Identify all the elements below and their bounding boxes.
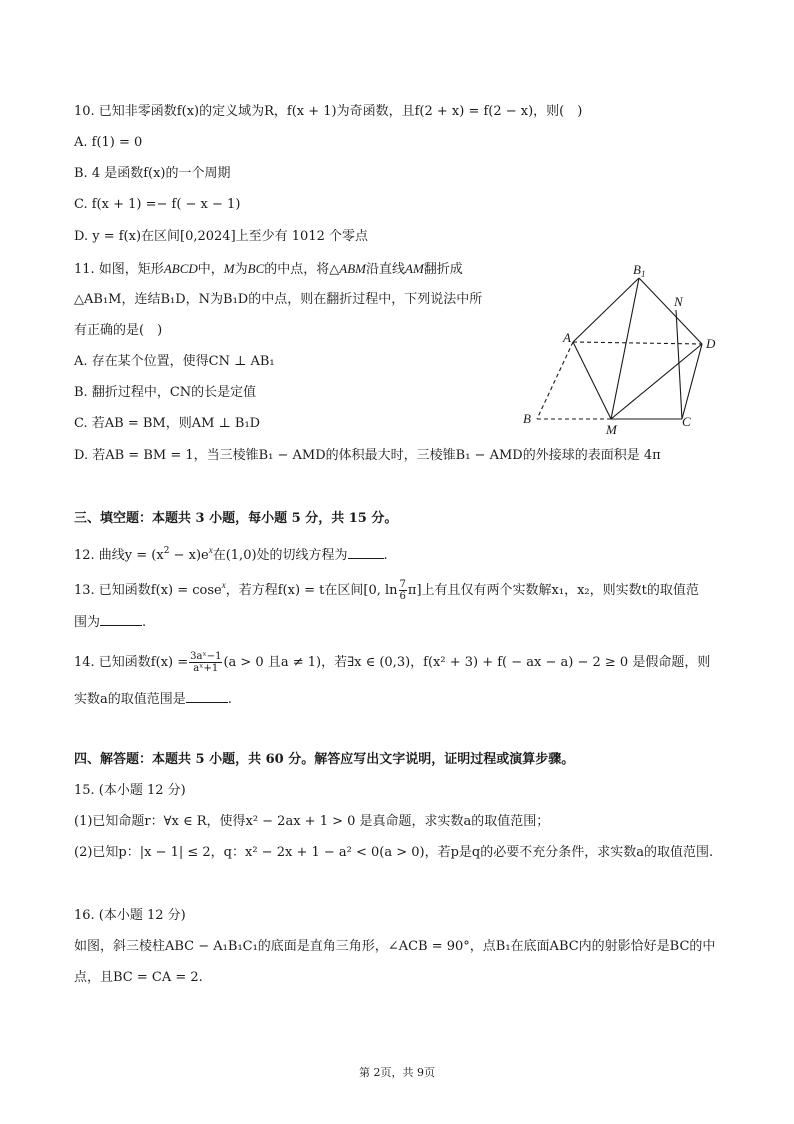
q11-stem-line3: 有正确的是( ) <box>74 323 163 338</box>
q15-part1: (1)已知命题r：∀x ∈ R，使得x² − 2ax + 1 > 0 是真命题，求实数a的取值范围； <box>74 814 550 829</box>
label-n: N <box>674 294 683 309</box>
q10-option-a: A. f(1) = 0 <box>74 135 143 150</box>
edge-m-d <box>611 344 702 419</box>
q10-stem: 10. 已知非零函数f(x)的定义域为R，f(x + 1)为奇函数，且f(2 + x) = f(2 − x)，则( ) <box>74 104 583 119</box>
q10-option-d: D. y = f(x)在区间[0,2024]上至少有 1012 个零点 <box>74 229 368 244</box>
q13-line1: 13. 已知函数f(x) = cose$^x$，若方程f(x) = t在区间[0, ln $\frac{7}{6}$ π]上有且仅有两个实数解x₁，x₂，则实数t的取值范 <box>74 579 699 602</box>
edge-c-d <box>682 344 702 419</box>
q14-line2: 实数a的取值范围是 . <box>74 689 232 709</box>
q11-option-d: D. 若AB = BM = 1，当三棱锥B₁ − AMD的体积最大时，三棱锥B₁ − AMD的外接球的表面积是 4π <box>74 448 661 463</box>
edge-a-m <box>573 342 611 419</box>
section-fill-in-heading: 三、填空题：本题共 3 小题，每小题 5 分，共 15 分。 <box>74 511 398 526</box>
edge-b1-m <box>611 278 639 419</box>
q13-answer-blank[interactable] <box>100 612 142 626</box>
page-footer: 第 2页，共 9页 <box>359 1066 435 1079</box>
q14-answer-blank[interactable] <box>186 689 228 703</box>
edge-a-d-dashed <box>573 342 702 344</box>
edge-b1-a <box>573 278 639 342</box>
q11-option-b: B. 翻折过程中，CN的长是定值 <box>74 385 257 400</box>
edge-a-b-dashed <box>537 342 573 419</box>
label-a: A <box>563 330 571 345</box>
q11-option-c: C. 若AB = BM，则AM ⊥ B₁D <box>74 416 261 431</box>
label-m: M <box>606 422 617 437</box>
folding-figure <box>510 260 730 440</box>
edge-b1-d <box>639 278 702 344</box>
q15-part2: (2)已知p：|x − 1| ≤ 2，q：x² − 2x + 1 − a² < 0(a > 0)，若p是q的必要不充分条件，求实数a的取值范围. <box>74 845 714 860</box>
q14-line1: 14. 已知函数f(x) = $\frac{\text{3aˣ−1}}{\text{aˣ+1}}$ (a > 0 且a ≠ 1)，若∃x ∈ (0,3)，f(x² + 3) + f( − ax − a) − 2 ≥ 0 是假命题，则 <box>74 651 711 674</box>
q11-stem-line1: 11. 如图，矩形ABCD中，M为BC的中点，将△ABM沿直线AM翻折成 <box>74 261 463 277</box>
q16-line2: 点，且BC = CA = 2. <box>74 970 203 985</box>
q10-option-b: B. 4 是函数f(x)的一个周期 <box>74 166 231 181</box>
label-d: D <box>706 336 716 351</box>
q16-line1: 如图，斜三棱柱ABC − A₁B₁C₁的底面是直角三角形，∠ACB = 90°，点B₁在底面ABC内的射影恰好是BC的中 <box>74 939 716 954</box>
q11-option-a: A. 存在某个位置，使得CN ⊥ AB₁ <box>74 354 275 369</box>
q12: 12. 曲线$y = (x^2 - x)e^x$在(1,0)处的切线方程为 . <box>74 545 388 563</box>
q15-heading: 15. (本小题 12 分) <box>74 783 186 798</box>
q10-option-c: C. f(x + 1) =− f( − x − 1) <box>74 197 241 212</box>
q11-stem-line2: △AB₁M，连结B₁D，N为B₁D的中点，则在翻折过程中，下列说法中所 <box>74 292 483 307</box>
label-c: C <box>682 414 691 429</box>
label-b: B <box>523 411 531 426</box>
q13-line2: 围为 . <box>74 612 146 632</box>
q16-heading: 16. (本小题 12 分) <box>74 908 186 923</box>
q12-answer-blank[interactable] <box>348 545 384 559</box>
label-b1: $B_1$ <box>633 262 646 279</box>
section-solution-heading: 四、解答题：本题共 5 小题，共 60 分。解答应写出文字说明，证明过程或演算步骤。 <box>74 752 575 767</box>
